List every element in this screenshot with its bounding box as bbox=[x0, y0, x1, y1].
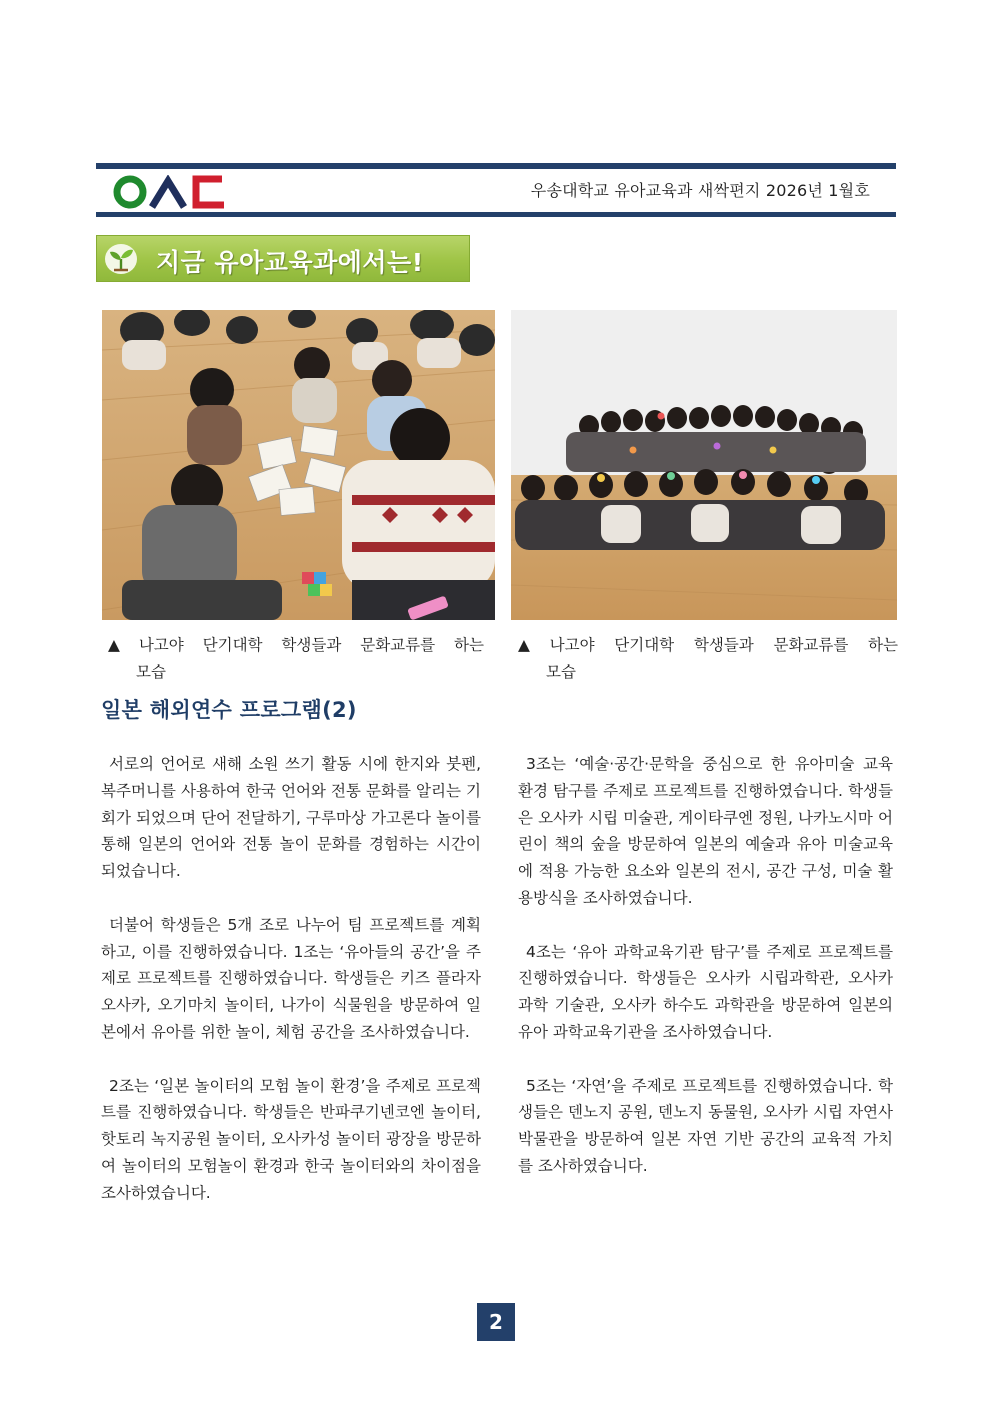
university-logo bbox=[112, 175, 228, 209]
sprout-icon bbox=[104, 242, 138, 276]
caption-word: 학생들과 bbox=[281, 636, 342, 654]
caption-word: 문화교류를 bbox=[360, 636, 436, 654]
caption-triangle-icon: ▲ bbox=[108, 636, 120, 654]
caption-triangle-icon: ▲ bbox=[518, 636, 530, 654]
photo-cultural-exchange-group bbox=[511, 310, 897, 620]
article-column-right bbox=[518, 751, 893, 1207]
caption-line bbox=[518, 632, 898, 659]
article-title: 일본 해외연수 프로그램(2) bbox=[101, 698, 357, 722]
article-column-left bbox=[101, 751, 481, 1233]
caption-word: 나고야 bbox=[549, 636, 595, 654]
article-paragraph: 서로의 언어로 새해 소원 쓰기 활동 시에 한지와 붓펜, 복주머니를 사용하여 한국 언어와 전통 문화를 알리는 기회가 되었으며 단어 전달하기, 구루마상 가고론다 놀이를 통해 일본의 언어와 전통 놀이 문화를 경험하는 시간이 되었습니다. bbox=[101, 755, 481, 881]
article-paragraph: 3조는 ‘예술·공간·문학을 중심으로 한 유아미술 교육 환경 탐구를 주제로 프로젝트를 진행하였습니다. 학생들은 오사카 시립 미술관, 게이타쿠엔 정원, 나카노시마 어린이 책의 숲을 방문하여 일본의 예술과 유아 미술교육에 적용 가능한 요소와 일본의 전시, 공간 구성, 미술 활용방식을 조사하였습니다. bbox=[518, 755, 893, 907]
caption-word: 하는 bbox=[868, 636, 898, 654]
caption-word: 하는 bbox=[453, 636, 484, 654]
photo-caption-left bbox=[108, 632, 484, 686]
header-rule-bottom bbox=[96, 212, 896, 217]
photo-caption-right bbox=[518, 632, 898, 686]
caption-line bbox=[108, 632, 484, 659]
logo-o-mark bbox=[117, 179, 143, 205]
section-banner-title: 지금 유아교육과에서는! bbox=[156, 248, 424, 277]
article-paragraph: 4조는 ‘유아 과학교육기관 탐구’를 주제로 프로젝트를 진행하였습니다. 학생들은 오사카 시립과학관, 오사카 과학 기술관, 오사카 하수도 과학관을 방문하여 일본의 유아 과학교육기관을 조사하였습니다. bbox=[518, 942, 893, 1041]
page-number: 2 bbox=[477, 1303, 515, 1341]
article-paragraph: 5조는 ‘자연’을 주제로 프로젝트를 진행하였습니다. 학생들은 덴노지 공원, 덴노지 동물원, 오사카 시립 자연사 박물관을 방문하여 일본 자연 기반 공간의 교육적 가치를 조사하였습니다. bbox=[518, 1076, 893, 1175]
newsletter-issue-title: 우송대학교 유아교육과 새싹편지 2026년 1월호 bbox=[530, 181, 870, 200]
logo-d-mark bbox=[196, 179, 224, 205]
photo-cultural-exchange-circle bbox=[102, 310, 495, 620]
caption-word: 나고야 bbox=[138, 636, 184, 654]
caption-word: 학생들과 bbox=[693, 636, 754, 654]
caption-line-2: 모습 bbox=[136, 663, 166, 681]
caption-line-2: 모습 bbox=[546, 663, 576, 681]
caption-word: 단기대학 bbox=[202, 636, 263, 654]
article-paragraph: 2조는 ‘일본 놀이터의 모험 놀이 환경’을 주제로 프로젝트를 진행하였습니다. 학생들은 반파쿠기넨코엔 놀이터, 핫토리 녹지공원 놀이터, 오사카성 놀이터 광장을 방문하여 놀이터의 모험놀이 환경과 한국 놀이터와의 차이점을 조사하였습니다. bbox=[101, 1076, 481, 1202]
logo-s-mark bbox=[152, 181, 184, 207]
caption-word: 문화교류를 bbox=[773, 636, 849, 654]
caption-word: 단기대학 bbox=[614, 636, 675, 654]
header-rule-top bbox=[96, 163, 896, 169]
section-banner bbox=[96, 235, 470, 282]
article-paragraph: 더불어 학생들은 5개 조로 나누어 팀 프로젝트를 계획하고, 이를 진행하였습니다. 1조는 ‘유아들의 공간’을 주제로 프로젝트를 진행하였습니다. 학생들은 키즈 플라자 오사카, 오기마치 놀이터, 나가이 식물원을 방문하여 일본에서 유아를 위한 놀이, 체험 공간을 조사하였습니다. bbox=[101, 915, 481, 1041]
